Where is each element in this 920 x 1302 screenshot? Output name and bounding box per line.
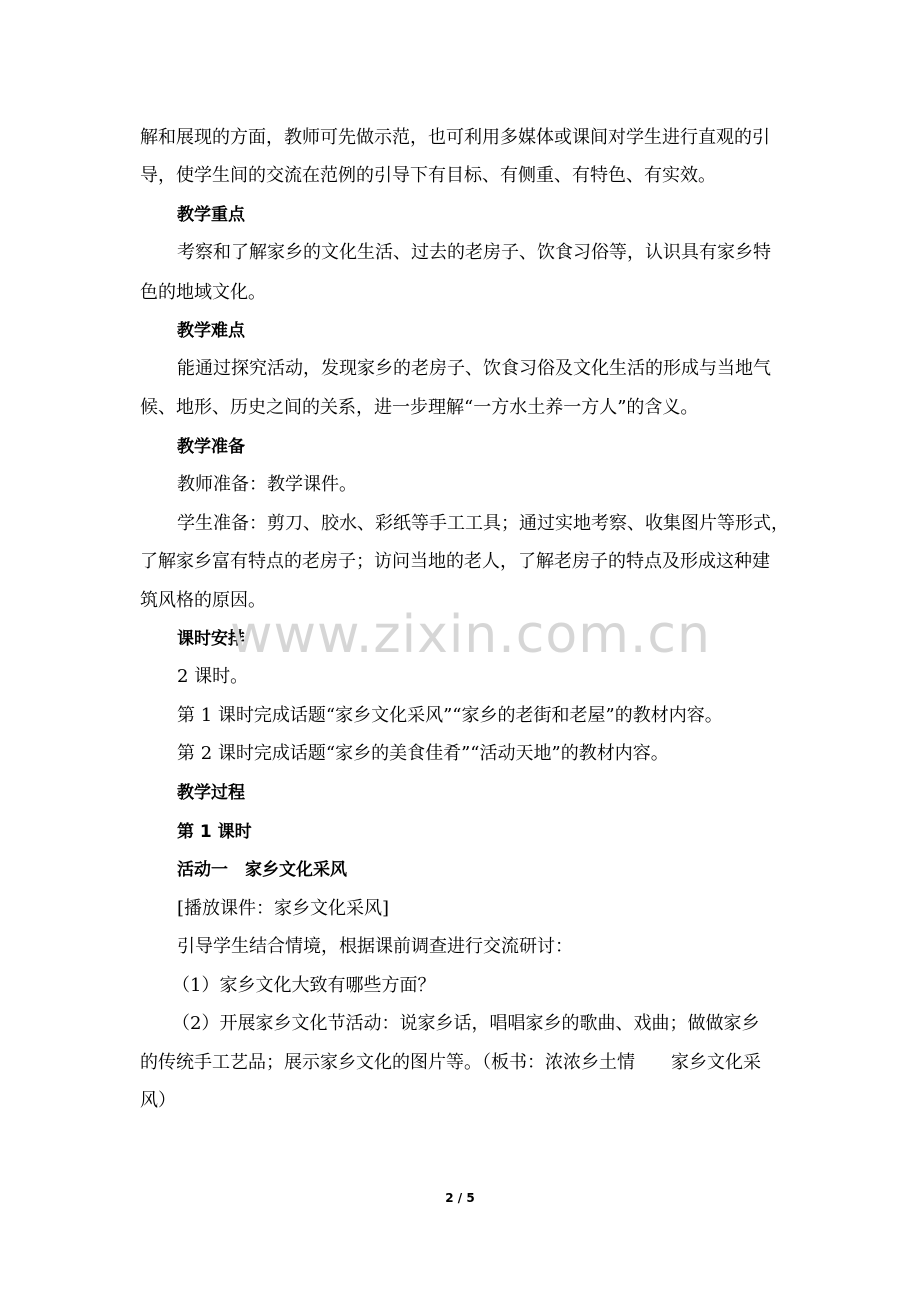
section-heading: 教学准备: [177, 437, 245, 457]
section-heading: 教学难点: [177, 321, 245, 341]
list-item: （1）家乡文化大致有哪些方面？: [172, 975, 436, 996]
body-text-line: 第 2 课时完成话题“家乡的美食佳肴”“活动天地”的教材内容。: [177, 743, 669, 764]
body-text-line: 引导学生结合情境，根据课前调查进行交流研讨：: [177, 936, 573, 957]
body-text-line: [播放课件：家乡文化采风]: [177, 898, 390, 919]
section-heading: 教学重点: [177, 205, 245, 225]
body-text-line: 风）: [140, 1090, 176, 1111]
body-text-line: 考察和了解家乡的文化生活、过去的老房子、饮食习俗等，认识具有家乡特: [177, 242, 771, 263]
list-item: （2）开展家乡文化节活动：说家乡话，唱唱家乡的歌曲、戏曲；做做家乡: [172, 1013, 760, 1034]
body-text-line: 学生准备：剪刀、胶水、彩纸等手工工具；通过实地考察、收集图片等形式，: [177, 513, 789, 534]
page-number: 2 / 5: [445, 1191, 475, 1205]
body-text-line: 的传统手工艺品；展示家乡文化的图片等。（板书：浓浓乡土情 家乡文化采: [140, 1052, 761, 1073]
body-text-line: 第 1 课时完成话题“家乡文化采风”“家乡的老街和老屋”的教材内容。: [177, 705, 723, 726]
activity-heading: 活动一 家乡文化采风: [177, 860, 347, 880]
body-text-line: 能通过探究活动，发现家乡的老房子、饮食习俗及文化生活的形成与当地气: [177, 358, 771, 379]
body-text-line: 色的地域文化。: [140, 282, 266, 303]
body-text-line: 了解家乡富有特点的老房子；访问当地的老人，了解老房子的特点及形成这种建: [140, 551, 770, 572]
body-text-line: 2 课时。: [177, 666, 249, 687]
body-text-line: 教师准备：教学课件。: [177, 474, 357, 495]
body-text-line: 候、地形、历史之间的关系，进一步理解“一方水土养一方人”的含义。: [140, 397, 699, 418]
section-heading: 课时安排: [177, 629, 245, 649]
section-heading: 教学过程: [177, 783, 245, 803]
body-text-line: 导，使学生间的交流在范例的引导下有目标、有侧重、有特色、有实效。: [140, 165, 716, 186]
watermark: www.zixin.com.cn: [230, 605, 711, 665]
body-text-line: 解和展现的方面，教师可先做示范，也可利用多媒体或课间对学生进行直观的引: [140, 127, 770, 148]
body-text-line: 筑风格的原因。: [140, 590, 266, 611]
lesson-heading: 第 1 课时: [177, 822, 252, 842]
